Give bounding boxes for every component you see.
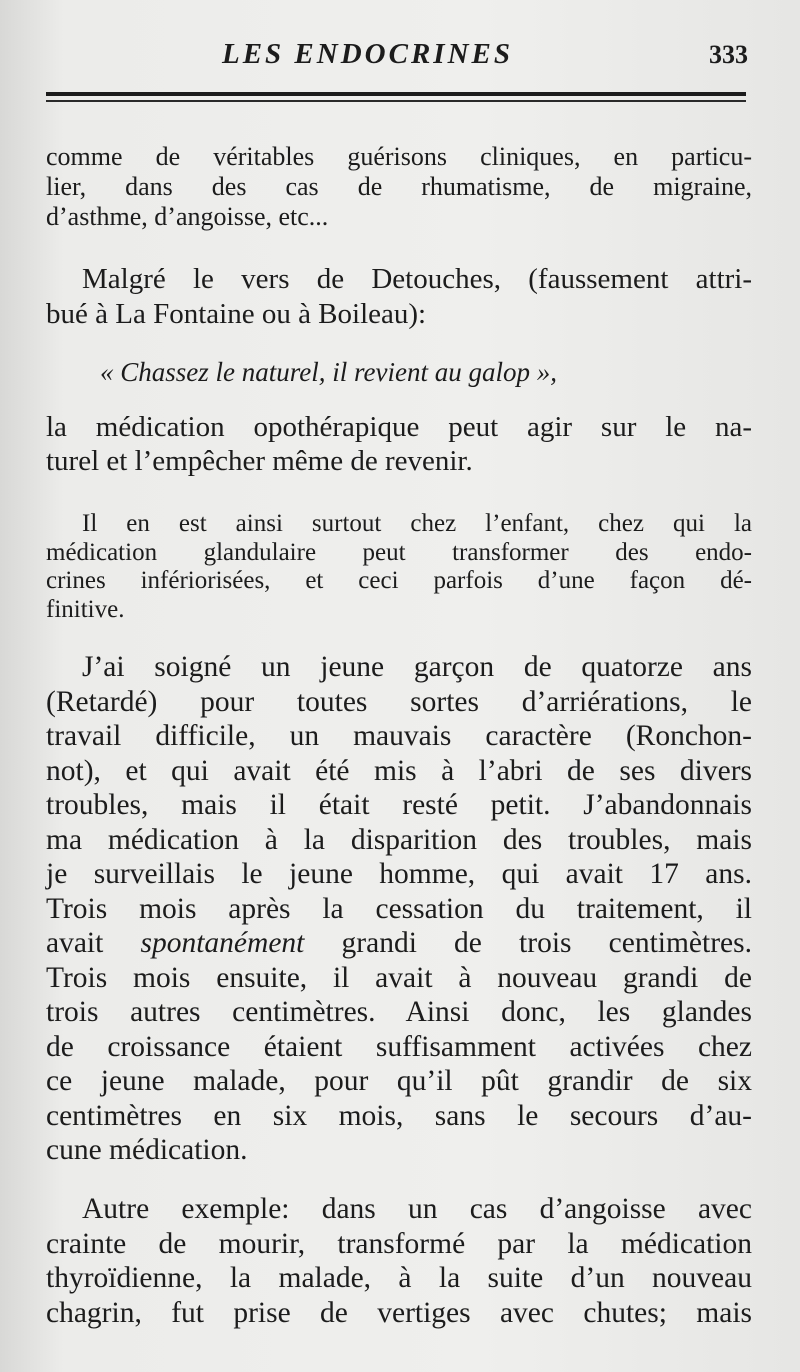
text-line: d’asthme, d’angoisse, etc... — [46, 202, 329, 231]
text-line: bué à La Fontaine ou à Boileau): — [46, 298, 427, 330]
text-line: médication glandulaire peut transformer des endo- — [46, 538, 752, 566]
paragraph-5 — [46, 650, 752, 1168]
text-line: (Retardé) pour toutes sortes d’arriérations, le — [46, 685, 752, 718]
text-run: grandi de trois centimètres. — [341, 927, 752, 959]
paragraph-2 — [46, 262, 752, 332]
emphasis-text: spontanément — [140, 927, 305, 959]
header-rule-thin — [46, 100, 746, 102]
paragraph-6 — [46, 1192, 752, 1330]
text-line-mixed — [46, 926, 752, 961]
text-line: turel et l’empêcher même de revenir. — [46, 445, 473, 477]
text-line: ma médication à la disparition des troubles, mais — [46, 823, 752, 856]
text-line: travail difficile, un mauvais caractère (Ronchon- — [46, 720, 752, 752]
text-line: la médication opothérapique peut agir sur le na- — [46, 411, 752, 443]
text-line: Malgré le vers de Detouches, (faussement attri- — [82, 263, 752, 295]
text-line: J’ai soigné un jeune garçon de quatorze ans — [82, 651, 752, 683]
text-line: lier, dans des cas de rhumatisme, de migraine, — [46, 172, 752, 201]
text-line: Autre exemple: dans un cas d’angoisse avec — [82, 1193, 752, 1225]
text-run: avait — [46, 927, 104, 959]
quotation: « Chassez le naturel, il revient au galop », — [100, 357, 557, 387]
text-line: comme de véritables guérisons cliniques, en particu- — [46, 142, 752, 171]
text-line: thyroïdienne, la malade, à la suite d’un nouveau — [46, 1262, 752, 1294]
paragraph-4 — [46, 510, 752, 624]
paragraph-3 — [46, 410, 752, 478]
text-line: trois autres centimètres. Ainsi donc, les glandes — [46, 996, 752, 1028]
text-line: troubles, mais il était resté petit. J’abandonnais — [46, 789, 752, 821]
text-line: Trois mois ensuite, il avait à nouveau grandi de — [46, 961, 752, 994]
paragraph-1 — [46, 142, 752, 232]
text-line: Trois mois après la cessation du traitement, il — [46, 892, 752, 925]
text-line: centimètres en six mois, sans le secours d’au- — [46, 1099, 752, 1132]
text-line: Il en est ainsi surtout chez l’enfant, chez qui la — [82, 510, 752, 537]
running-title: LES ENDOCRINES — [222, 38, 513, 70]
running-head — [0, 38, 800, 78]
text-line: crines infériorisées, et ceci parfois d’une façon dé- — [46, 567, 752, 594]
text-line: chagrin, fut prise de vertiges avec chutes; mais — [46, 1296, 752, 1329]
text-line: je surveillais le jeune homme, qui avait 17 ans. — [46, 858, 752, 890]
header-rule — [46, 92, 746, 96]
text-line: de croissance étaient suffisamment activées chez — [46, 1030, 752, 1063]
page-number: 333 — [709, 40, 748, 69]
text-line: cune médication. — [46, 1134, 248, 1166]
text-line: ce jeune malade, pour qu’il pût grandir de six — [46, 1065, 752, 1097]
text-line: not), et qui avait été mis à l’abri de ses divers — [46, 754, 752, 787]
text-line: finitive. — [46, 595, 125, 623]
text-line: crainte de mourir, transformé par la médication — [46, 1227, 752, 1260]
